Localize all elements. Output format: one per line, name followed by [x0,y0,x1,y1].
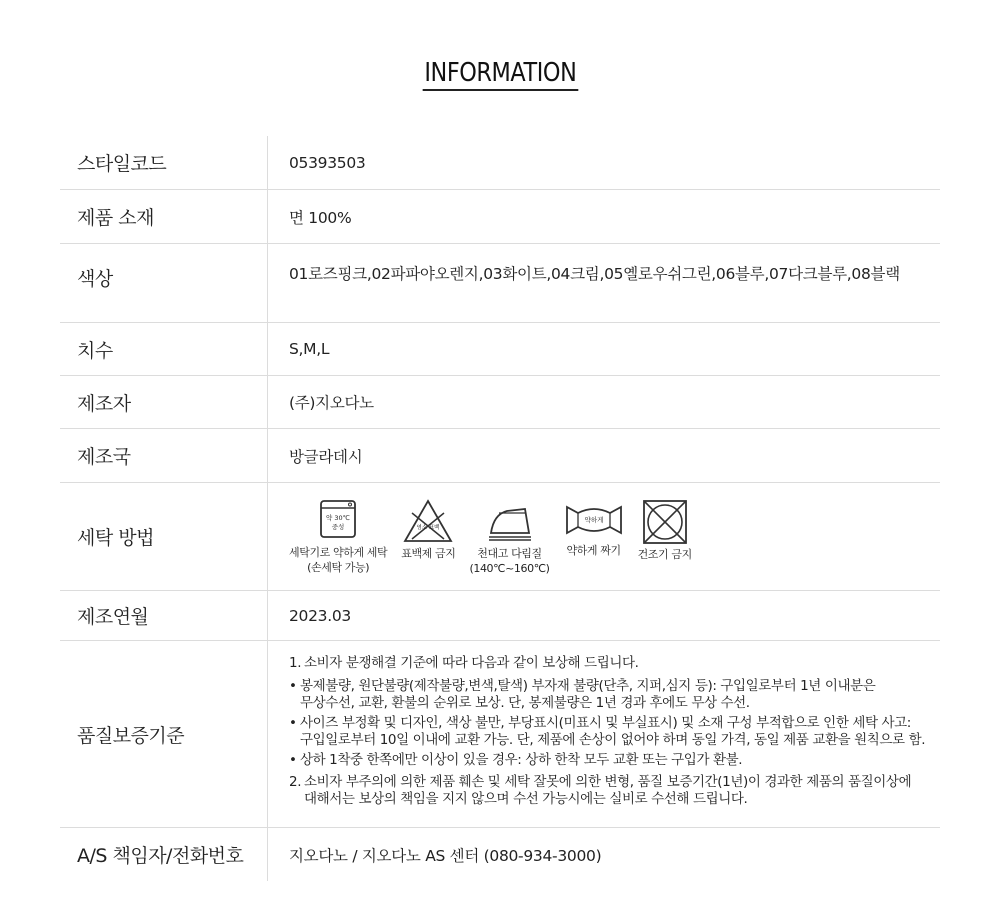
quality-text [268,641,940,827]
no-tumble-dry-icon [641,499,689,545]
wash-30-caption-line2: (손세탁 가능) [307,561,370,574]
quality-item-1-number: 1. [289,655,302,671]
wash-item-wring [564,499,624,558]
iron-caption [469,546,549,576]
color-label: 색상 [60,244,268,322]
quality-label: 품질보증기준 [60,641,268,827]
row-material [60,190,940,244]
maker-value: (주)지오다노 [289,394,374,412]
quality-bullet-3 [289,752,940,769]
wash-item-no-bleach [401,499,455,561]
quality-item-2-number: 2. [289,774,302,790]
material-value: 면 100% [289,208,352,227]
date-label: 제조연월 [60,591,268,640]
iron-cloth-icon [485,499,535,541]
row-wash [60,483,940,591]
date-value: 2023.03 [289,606,351,625]
page-title-text: INFORMATION [422,58,577,91]
wash-neutral-text: 중성 [331,523,345,531]
wash-label: 세탁 방법 [60,483,268,590]
quality-item-1 [289,655,940,672]
no-bleach-icon [402,499,454,543]
country-label: 제조국 [60,429,268,482]
quality-bullet-1 [289,678,940,712]
quality-bullet-2 [289,715,940,749]
wash-item-no-dry [638,499,692,562]
row-country [60,429,940,483]
quality-item-2-line1: 소비자 부주의에 의한 제품 훼손 및 세탁 잘못에 의한 변형, 품질 보증기간(1년)이 경과한 제품의 품질이상에 [304,774,912,790]
wash-icons [268,483,706,590]
iron-caption-line2: (140℃~160℃) [469,562,550,575]
style-code-value: 05393503 [289,153,366,172]
color-value: 01로즈핑크,02파파야오렌지,03화이트,04크림,05옐로우쉬그린,06블루,07다크블루,08블랙 [289,265,900,283]
as-value: 지오다노 / 지오다노 AS 센터 (080-934-3000) [289,846,602,865]
bullet-1-line2: 무상수선, 교환, 환불의 순위로 보상. 단, 봉제불량은 1년 경과 후에도 무상 수선. [300,695,750,711]
country-value: 방글라데시 [289,447,363,466]
bullet-3-line1: 상하 1착중 한쪽에만 이상이 있을 경우: 상하 한착 모두 교환 또는 구입가 환불. [300,752,743,768]
row-as [60,828,940,881]
page-title [0,58,1000,91]
wring-inner-text: 약하게 [584,516,603,524]
wash-30-caption-line1: 세탁기로 약하게 세탁 [289,546,388,559]
wash-item-30 [289,499,387,575]
row-quality [60,641,940,828]
bleach-inner-text: 염소 표백 [416,525,440,531]
bullet-mark: • [289,678,297,694]
row-date [60,591,940,641]
wash-temp-text: 약 30℃ [326,514,351,522]
row-size [60,323,940,376]
bullet-2-line1: 사이즈 부정확 및 디자인, 색상 불만, 부당표시(미표시 및 부실표시) 및 소재 구성 부적합으로 인한 세탁 사고: [300,715,911,731]
wring-gently-icon [564,499,624,539]
quality-item-2 [289,774,940,791]
bullet-1-line1: 봉제불량, 원단불량(제작불량,변색,탈색) 부자재 불량(단추, 지퍼,심지 등): 구입일로부터 1년 이내분은 [300,678,876,694]
bullet-2-line2: 구입일로부터 10일 이내에 교환 가능. 단, 제품에 손상이 없어야 하며 동일 가격, 동일 제품 교환을 원칙으로 함. [300,732,926,748]
no-bleach-caption: 표백제 금지 [401,547,456,560]
row-style-code [60,136,940,190]
info-table [60,136,940,881]
wash-item-iron [469,499,549,576]
iron-caption-line1: 천대고 다림질 [477,547,542,560]
wash-30-caption [289,545,387,575]
maker-label: 제조자 [60,376,268,428]
style-code-label: 스타일코드 [60,136,268,189]
wring-caption: 약하게 짜기 [566,544,621,557]
no-dry-caption: 건조기 금지 [637,548,692,561]
quality-item-1-text: 소비자 분쟁해결 기준에 따라 다음과 같이 보상해 드립니다. [304,655,639,671]
size-value: S,M,L [289,340,330,358]
size-label: 치수 [60,323,268,375]
quality-item-2-line2: 대해서는 보상의 책임을 지지 않으며 수선 가능시에는 실비로 수선해 드립니다. [304,791,748,807]
row-maker [60,376,940,429]
as-label: A/S 책임자/전화번호 [60,828,268,881]
bullet-mark: • [289,715,297,731]
row-color [60,244,940,323]
wash-30-icon [318,499,358,539]
material-label: 제품 소재 [60,190,268,243]
bullet-mark: • [289,752,297,768]
